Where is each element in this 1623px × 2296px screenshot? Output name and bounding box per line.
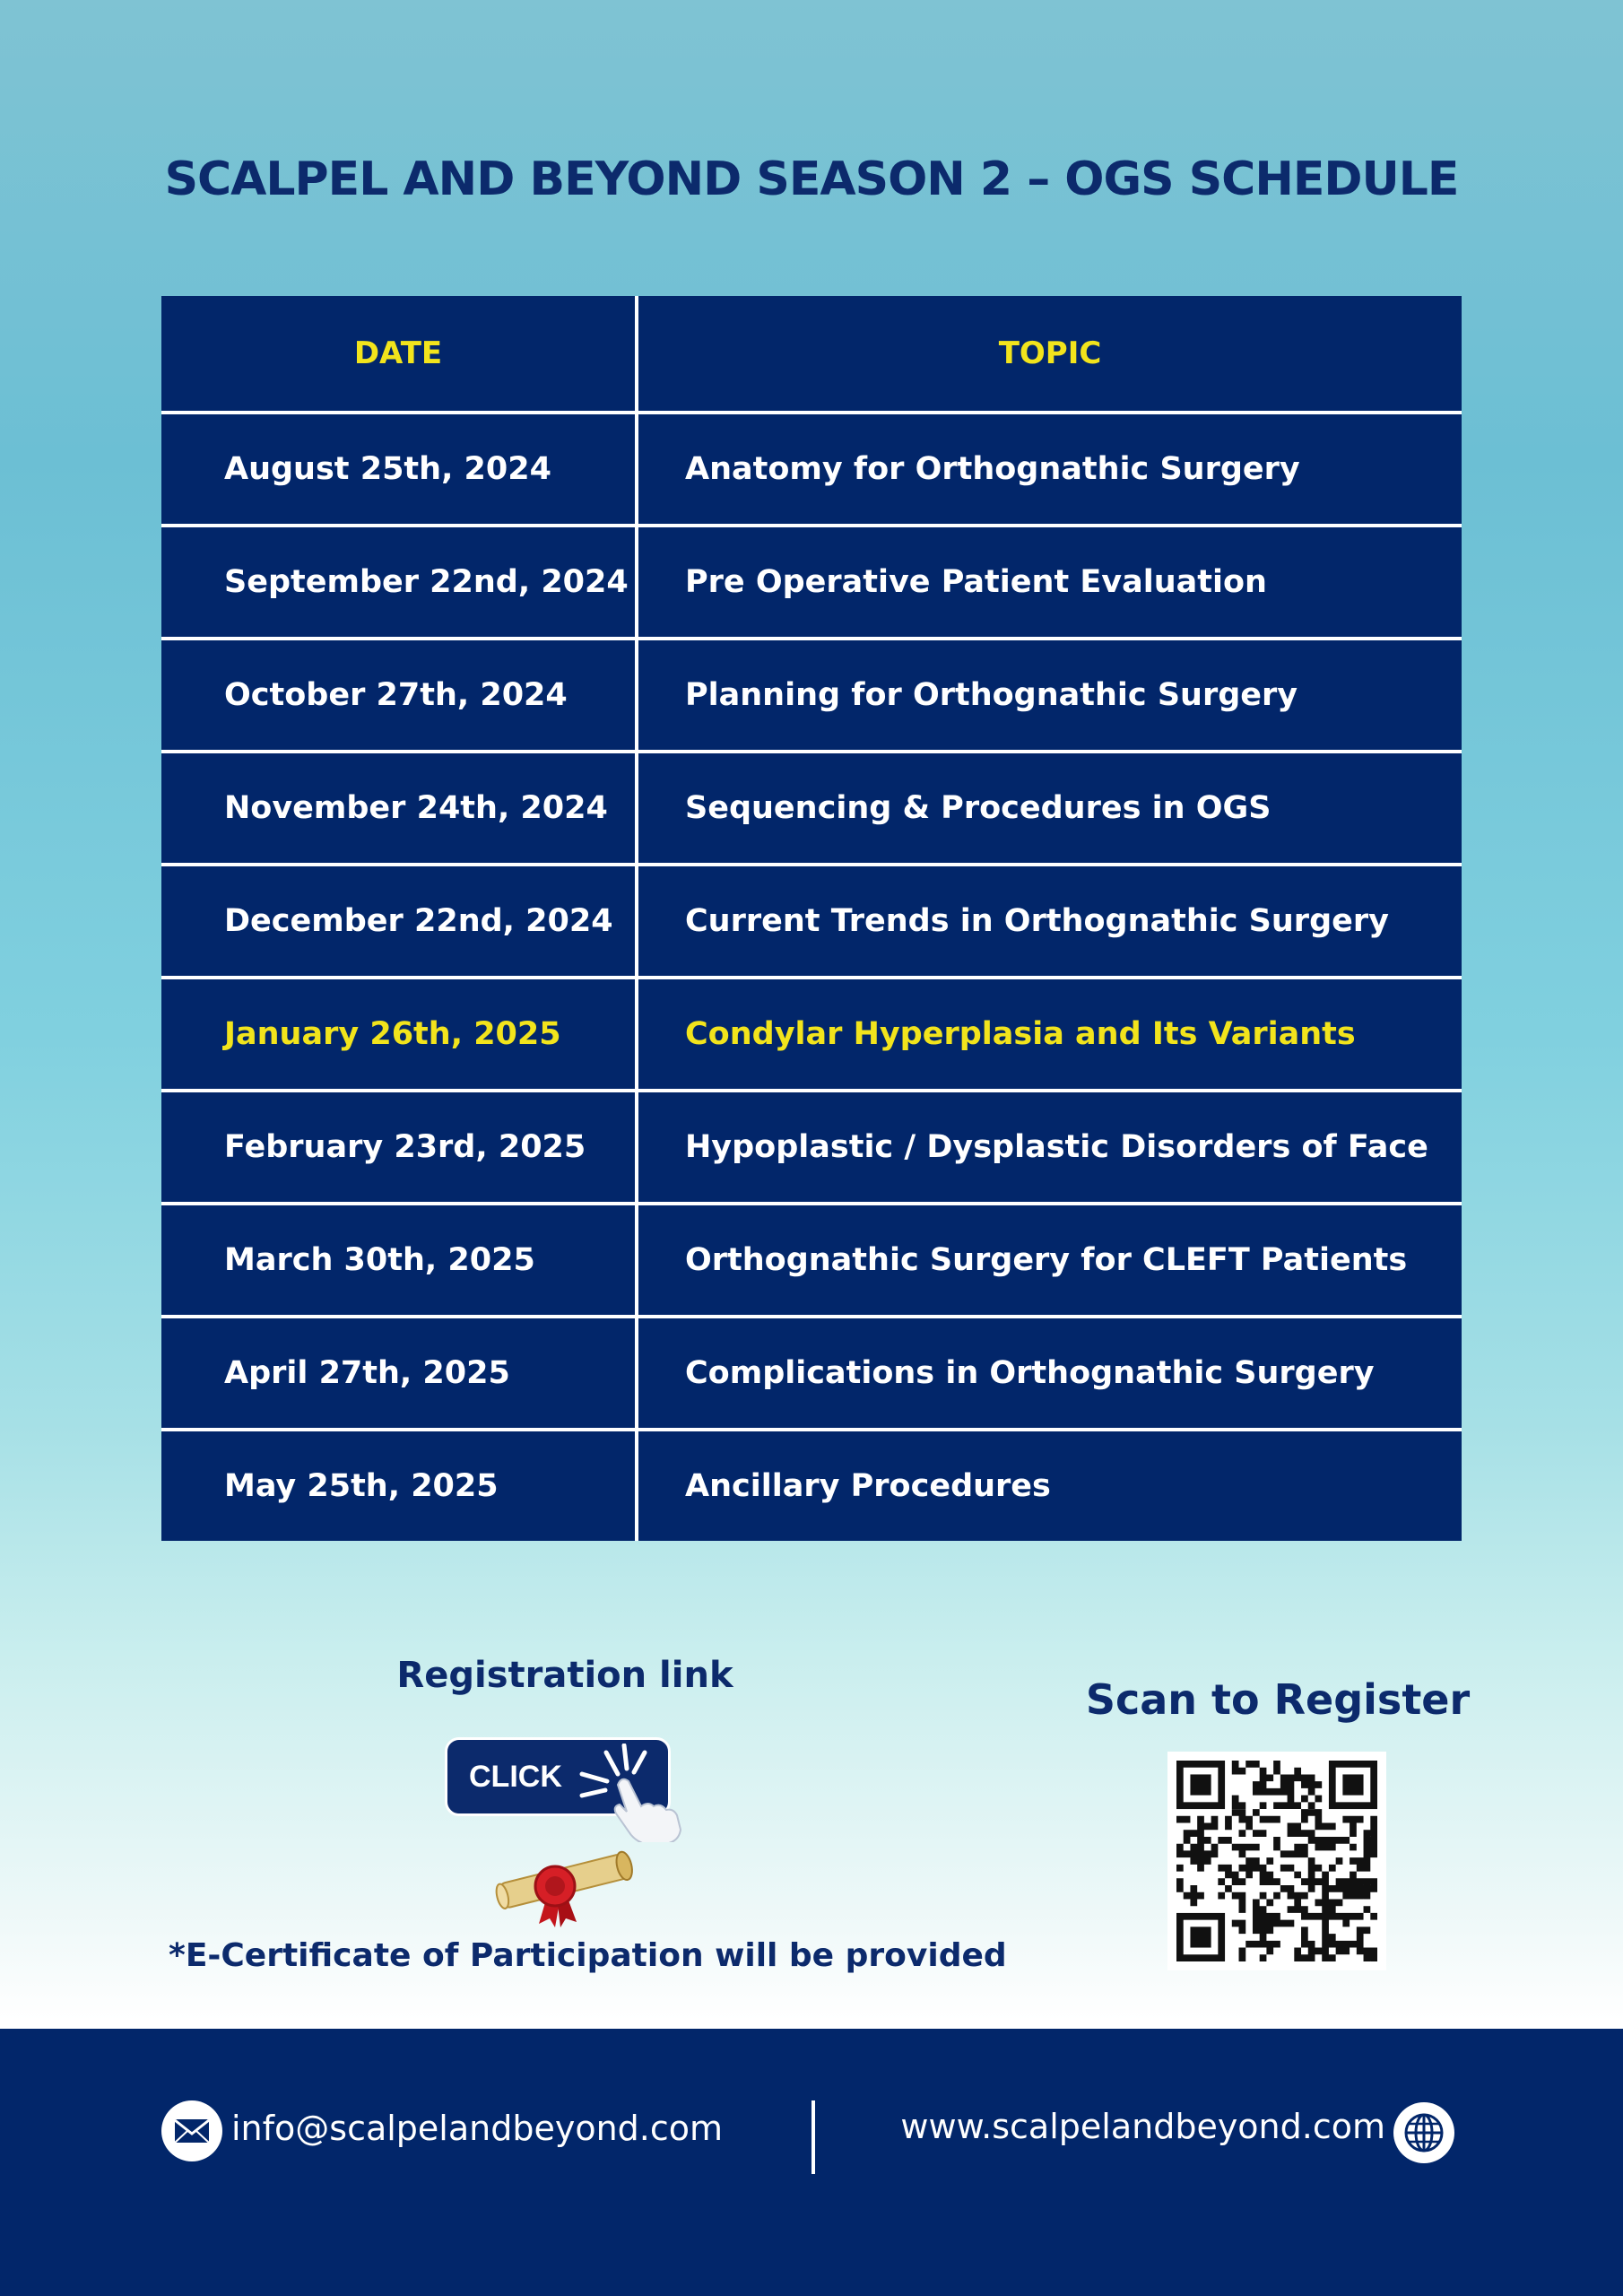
table-row — [161, 1204, 1462, 1317]
qr-code[interactable] — [1167, 1752, 1386, 1970]
certificate-scroll-icon — [489, 1834, 641, 1933]
session-date: September 22nd, 2024 — [161, 526, 637, 639]
session-topic: Hypoplastic / Dysplastic Disorders of Face — [637, 1091, 1462, 1204]
session-date: January 26th, 2025 — [161, 978, 637, 1091]
registration-click-button[interactable] — [445, 1737, 671, 1816]
table-row — [161, 413, 1462, 526]
topic-column-header: TOPIC — [637, 296, 1462, 413]
session-topic: Ancillary Procedures — [637, 1430, 1462, 1541]
registration-link-label: Registration link — [396, 1655, 733, 1696]
session-topic: Complications in Orthognathic Surgery — [637, 1317, 1462, 1430]
table-row — [161, 1430, 1462, 1541]
globe-icon — [1393, 2102, 1454, 2163]
session-date: February 23rd, 2025 — [161, 1091, 637, 1204]
hand-pointer-icon — [575, 1744, 691, 1842]
scan-to-register-label: Scan to Register — [1085, 1675, 1471, 1724]
table-row — [161, 752, 1462, 865]
website-link[interactable]: www.scalpelandbeyond.com — [900, 2107, 1385, 2146]
schedule-table — [161, 296, 1462, 1541]
qr-finder-center — [1190, 1774, 1211, 1795]
session-date: November 24th, 2024 — [161, 752, 637, 865]
session-topic: Pre Operative Patient Evaluation — [637, 526, 1462, 639]
table-row — [161, 865, 1462, 978]
footer-divider — [812, 2100, 815, 2174]
session-topic: Anatomy for Orthognathic Surgery — [637, 413, 1462, 526]
session-date: April 27th, 2025 — [161, 1317, 637, 1430]
table-row — [161, 639, 1462, 752]
session-date: March 30th, 2025 — [161, 1204, 637, 1317]
table-row — [161, 1091, 1462, 1204]
session-date: October 27th, 2024 — [161, 639, 637, 752]
table-header-row — [161, 296, 1462, 413]
table-row — [161, 526, 1462, 639]
session-topic: Current Trends in Orthognathic Surgery — [637, 865, 1462, 978]
session-topic: Planning for Orthognathic Surgery — [637, 639, 1462, 752]
qr-code-pattern — [1176, 1761, 1377, 1961]
qr-finder-center — [1190, 1926, 1211, 1947]
session-topic: Condylar Hyperplasia and Its Variants — [637, 978, 1462, 1091]
footer-bar — [0, 2029, 1623, 2296]
session-date: December 22nd, 2024 — [161, 865, 637, 978]
email-icon — [161, 2100, 222, 2161]
click-button-label: CLICK — [469, 1760, 562, 1794]
session-date: August 25th, 2024 — [161, 413, 637, 526]
date-column-header: DATE — [161, 296, 637, 413]
page-title: SCALPEL AND BEYOND SEASON 2 – OGS SCHEDULE — [164, 152, 1459, 206]
session-topic: Orthognathic Surgery for CLEFT Patients — [637, 1204, 1462, 1317]
session-date: May 25th, 2025 — [161, 1430, 637, 1541]
certificate-note: *E-Certificate of Participation will be provided — [169, 1937, 1007, 1974]
session-topic: Sequencing & Procedures in OGS — [637, 752, 1462, 865]
table-row — [161, 1317, 1462, 1430]
email-link[interactable]: info@scalpelandbeyond.com — [231, 2109, 724, 2148]
qr-finder-center — [1342, 1774, 1363, 1795]
table-row — [161, 978, 1462, 1091]
